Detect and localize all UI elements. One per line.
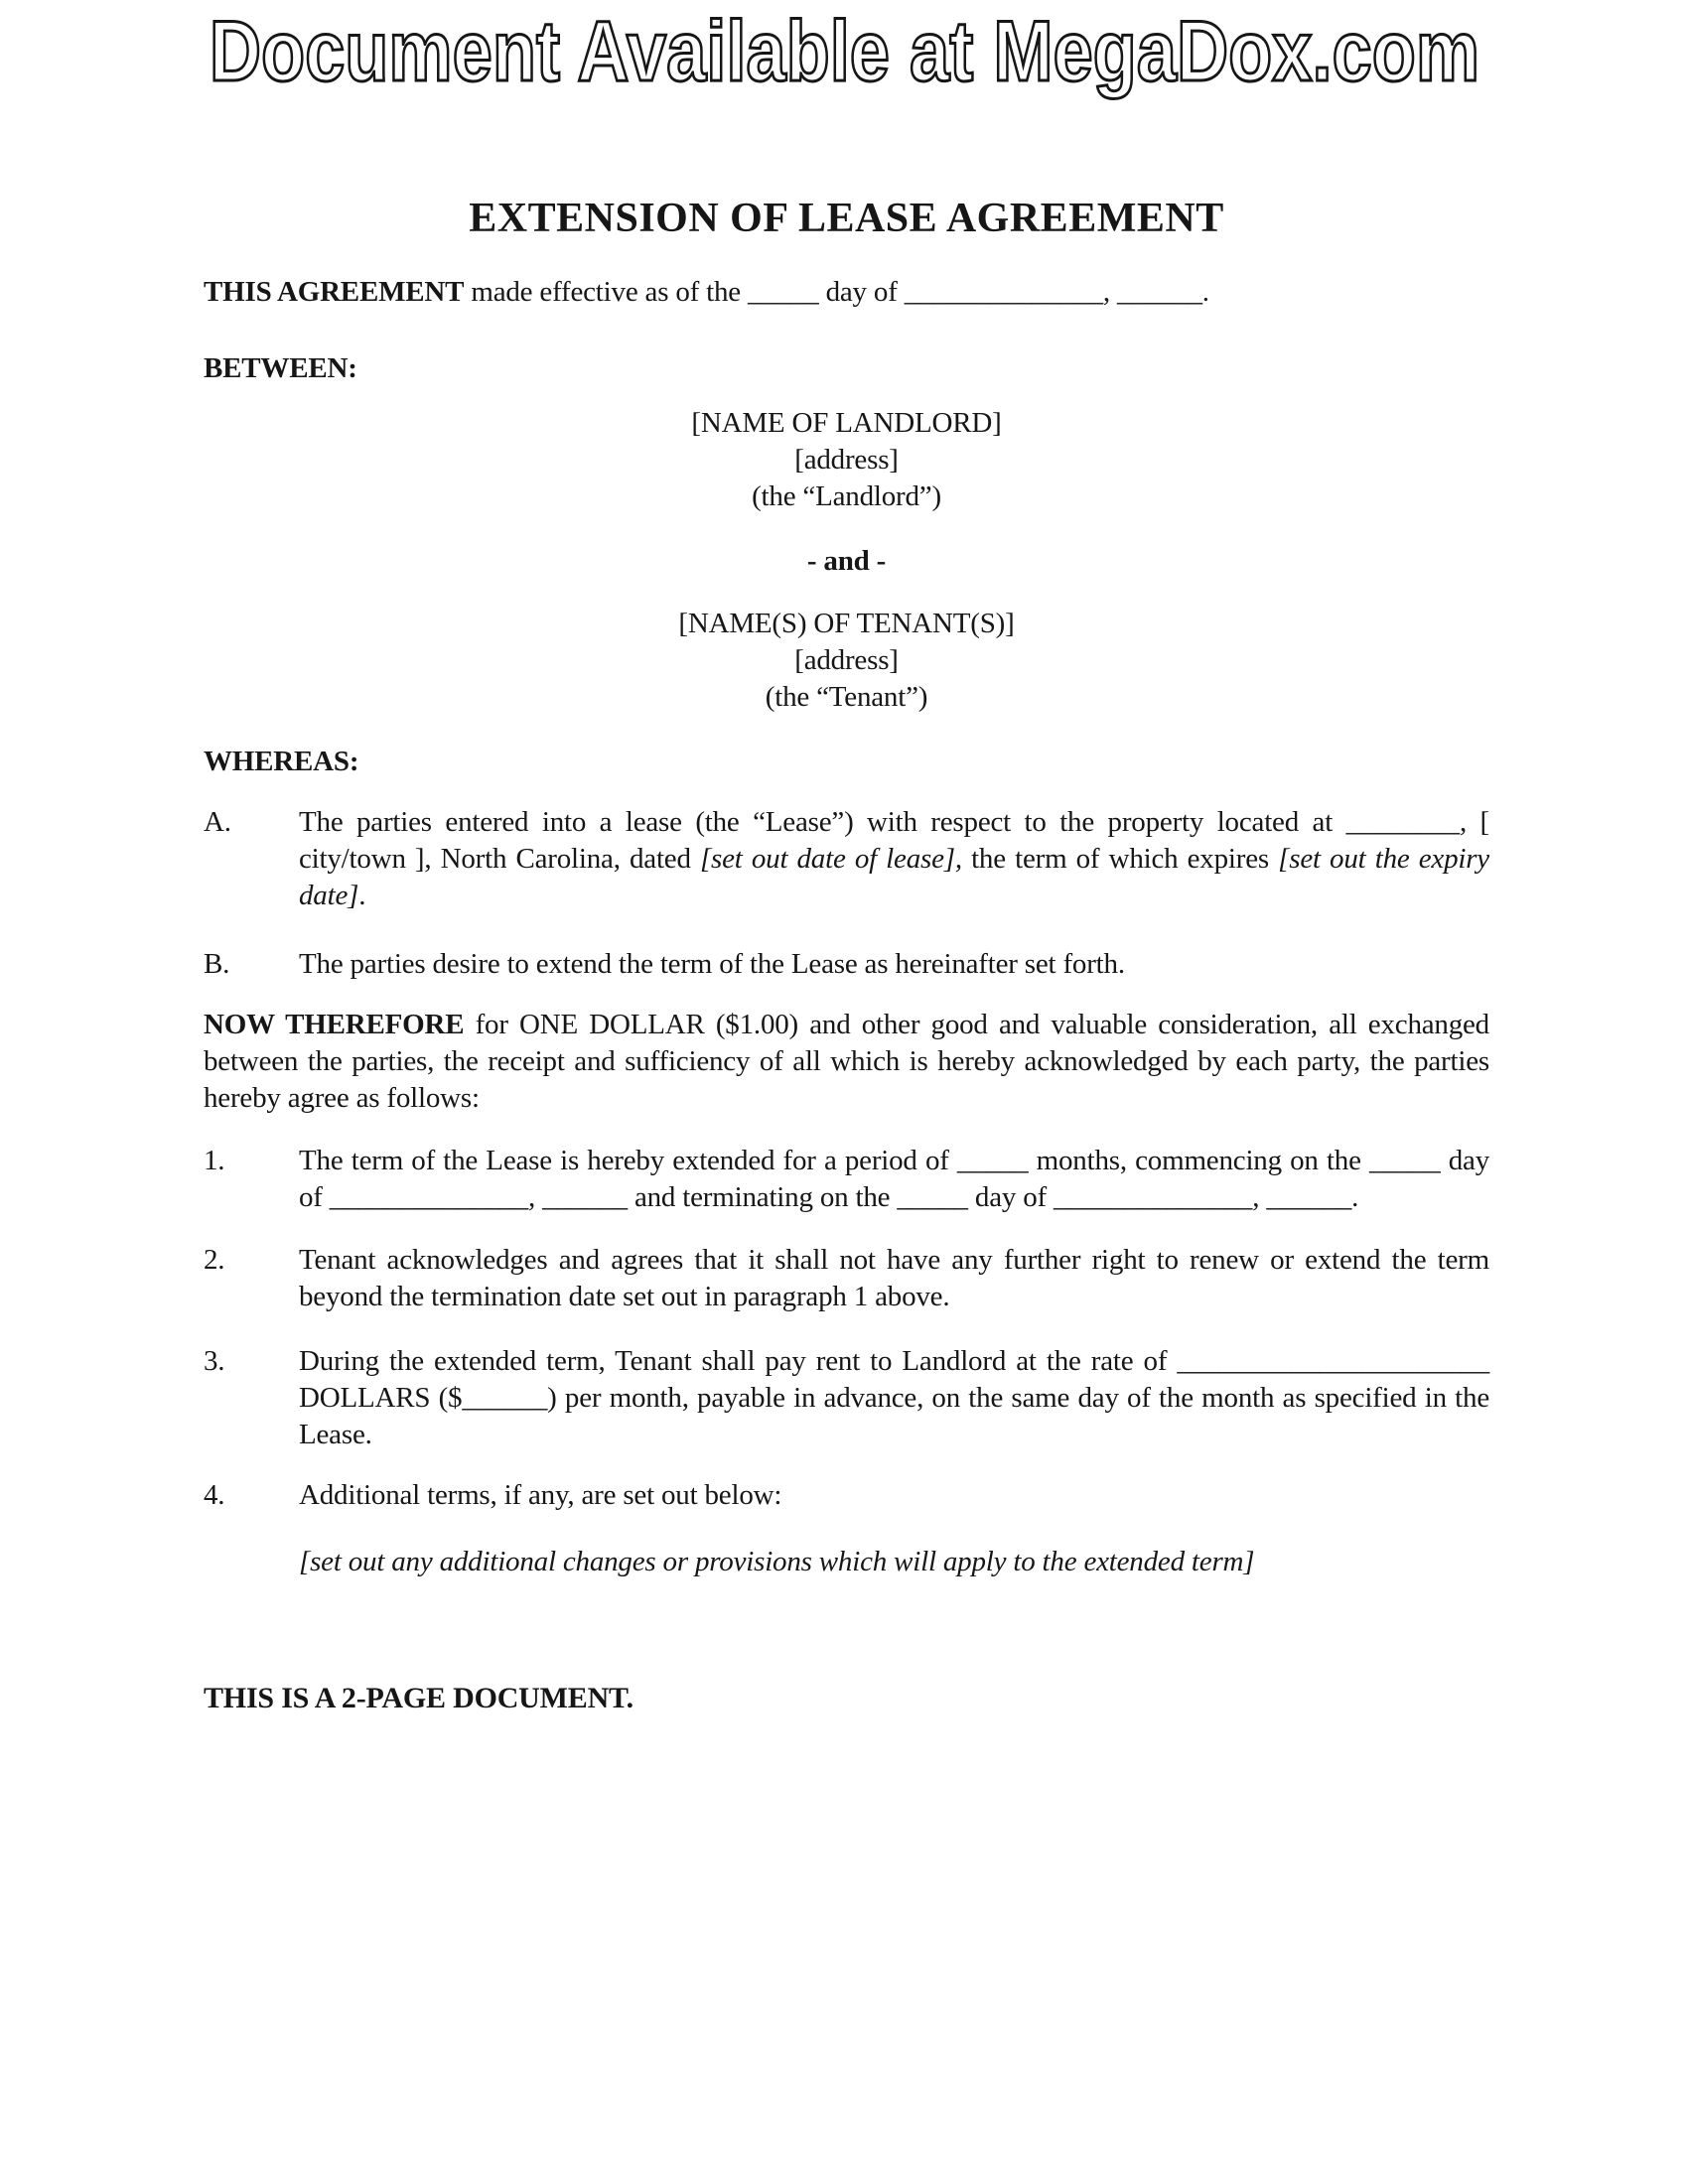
clause-2-label: 2. xyxy=(204,1244,225,1276)
tenant-alias: (the “Tenant”) xyxy=(765,681,928,713)
text-segment: NOW THEREFORE xyxy=(204,1009,465,1040)
text-segment: The parties desire to extend the term of the Lease as hereinafter set forth. xyxy=(299,948,1125,980)
recital-a xyxy=(204,804,1489,914)
document-body xyxy=(204,195,1489,1716)
clause-1-label: 1. xyxy=(204,1145,225,1176)
recital-b-label: B. xyxy=(204,948,230,980)
text-segment: Tenant acknowledges and agrees that it shall not have any further right to renew or extend the term beyond the termination date set out in paragraph 1 above. xyxy=(299,1244,1489,1312)
clause-3 xyxy=(204,1343,1489,1453)
clause-3-label: 3. xyxy=(204,1345,225,1377)
therefore-paragraph xyxy=(204,1007,1489,1117)
megadox-watermark-text: Document Available at MegaDox.com xyxy=(209,4,1479,99)
tenant-party-block xyxy=(204,606,1489,716)
tenant-address: [address] xyxy=(794,644,899,676)
clause-1 xyxy=(204,1143,1489,1216)
recital-b xyxy=(204,946,1489,983)
text-segment: During the extended term, Tenant shall pay rent to Landlord at the rate of ______________________ DOLLARS ($______) per month, payable in advance, on the same day of the month as specified in the Lease. xyxy=(299,1345,1489,1450)
text-segment: The parties entered into a lease (the “Lease”) with respect to the property located at ________, [ city/town ], North Carolina, dated xyxy=(299,806,1489,875)
landlord-party-block xyxy=(204,405,1489,515)
landlord-address: [address] xyxy=(794,444,899,476)
clause-2-text xyxy=(299,1242,1489,1315)
clause-4-text xyxy=(299,1477,1489,1514)
additional-terms-note: [set out any additional changes or provisions which will apply to the extended term] xyxy=(299,1546,1255,1577)
text-segment: [set out the expiry date] xyxy=(299,843,1489,911)
text-segment: the term of which expires xyxy=(961,843,1279,875)
between-label: BETWEEN: xyxy=(204,352,357,384)
text-segment: Additional terms, if any, are set out below: xyxy=(299,1479,782,1511)
text-segment: made effective as of the _____ day of ______________, ______. xyxy=(464,276,1209,308)
clause-4-label: 4. xyxy=(204,1479,225,1511)
whereas-label: WHEREAS: xyxy=(204,746,359,777)
clause-2 xyxy=(204,1242,1489,1315)
intro-paragraph xyxy=(204,274,1489,311)
recital-a-text xyxy=(299,804,1489,914)
clause-1-text xyxy=(299,1143,1489,1216)
landlord-name: [NAME OF LANDLORD] xyxy=(691,407,1002,439)
text-segment: THIS AGREEMENT xyxy=(204,276,465,308)
text-segment: [set out date of lease], xyxy=(699,843,962,875)
landlord-alias: (the “Landlord”) xyxy=(752,480,941,512)
text-segment: The term of the Lease is hereby extended for a period of _____ months, commencing on the _____ day of ______________, ______ and terminating on the _____ day of ______________, ______. xyxy=(299,1145,1489,1213)
two-page-notice: THIS IS A 2-PAGE DOCUMENT. xyxy=(204,1682,633,1714)
text-segment: . xyxy=(358,880,366,911)
text-segment: for ONE DOLLAR ($1.00) and other good and valuable consideration, all exchanged between the parties, the receipt and sufficiency of all which is hereby acknowledged by each party, the parties hereby agree as follows: xyxy=(204,1009,1489,1114)
recital-a-label: A. xyxy=(204,806,231,838)
tenant-name: [NAME(S) OF TENANT(S)] xyxy=(678,608,1015,639)
clause-3-text xyxy=(299,1343,1489,1453)
and-separator: - and - xyxy=(806,545,887,577)
page-title: EXTENSION OF LEASE AGREEMENT xyxy=(469,196,1224,241)
recital-b-text xyxy=(299,946,1489,983)
clause-4 xyxy=(204,1477,1489,1514)
megadox-watermark-banner xyxy=(0,0,1688,97)
